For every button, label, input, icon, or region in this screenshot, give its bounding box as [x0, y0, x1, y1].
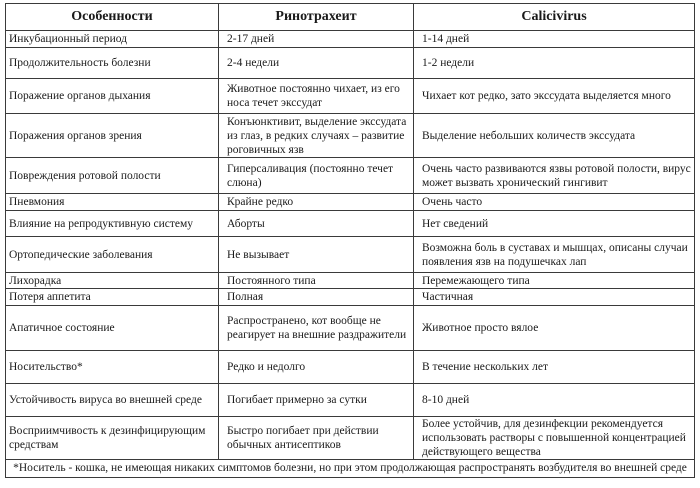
- calicivirus-cell: 1-14 дней: [414, 31, 695, 48]
- table-row: [6, 194, 695, 211]
- feature-cell: Инкубационный период: [6, 31, 219, 48]
- rhinotracheitis-cell: Не вызывает: [219, 237, 414, 273]
- calicivirus-cell: В течение нескольких лет: [414, 351, 695, 384]
- footnote: *Носитель - кошка, не имеющая никаких симптомов болезни, но при этом продолжающая распространять возбудителя во внешней среде: [6, 460, 695, 478]
- rhinotracheitis-cell: Аборты: [219, 211, 414, 237]
- calicivirus-cell: Чихает кот редко, зато экссудата выделяется много: [414, 79, 695, 114]
- rhinotracheitis-cell: Животное постоянно чихает, из его носа течет экссудат: [219, 79, 414, 114]
- calicivirus-cell: Возможна боль в суставах и мышцах, описаны случаи появления язв на подушечках лап: [414, 237, 695, 273]
- rhinotracheitis-cell: Погибает примерно за сутки: [219, 384, 414, 417]
- header-calicivirus: Calicivirus: [414, 4, 695, 31]
- rhinotracheitis-cell: Полная: [219, 289, 414, 306]
- comparison-table: [5, 3, 695, 478]
- feature-cell: Устойчивость вируса во внешней среде: [6, 384, 219, 417]
- table-row: [6, 237, 695, 273]
- calicivirus-cell: Выделение небольших количеств экссудата: [414, 114, 695, 158]
- table-row: [6, 211, 695, 237]
- table-row: [6, 31, 695, 48]
- feature-cell: Лихорадка: [6, 273, 219, 289]
- feature-cell: Восприимчивость к дезинфицирующим средствам: [6, 417, 219, 460]
- table-row: [6, 417, 695, 460]
- rhinotracheitis-cell: Редко и недолго: [219, 351, 414, 384]
- feature-cell: Потеря аппетита: [6, 289, 219, 306]
- rhinotracheitis-cell: Быстро погибает при действии обычных антисептиков: [219, 417, 414, 460]
- calicivirus-cell: Частичная: [414, 289, 695, 306]
- feature-cell: Апатичное состояние: [6, 306, 219, 351]
- header-rhinotracheitis: Ринотрахеит: [219, 4, 414, 31]
- calicivirus-cell: 8-10 дней: [414, 384, 695, 417]
- table-row: [6, 306, 695, 351]
- calicivirus-cell: Очень часто развиваются язвы ротовой полости, вирус может вызвать хронический гингивит: [414, 158, 695, 194]
- rhinotracheitis-cell: Конъюнктивит, выделение экссудата из глаз, в редких случаях – развитие роговичных язв: [219, 114, 414, 158]
- table-row: [6, 158, 695, 194]
- feature-cell: Пневмония: [6, 194, 219, 211]
- rhinotracheitis-cell: Крайне редко: [219, 194, 414, 211]
- calicivirus-cell: 1-2 недели: [414, 48, 695, 79]
- table-row: [6, 384, 695, 417]
- footnote-row: [6, 460, 695, 478]
- feature-cell: Продолжительность болезни: [6, 48, 219, 79]
- table-row: [6, 48, 695, 79]
- rhinotracheitis-cell: 2-17 дней: [219, 31, 414, 48]
- calicivirus-cell: Более устойчив, для дезинфекции рекомендуется использовать растворы с повышенной концентрацией действующего вещества: [414, 417, 695, 460]
- table-row: [6, 273, 695, 289]
- table-row: [6, 79, 695, 114]
- calicivirus-cell: Очень часто: [414, 194, 695, 211]
- feature-cell: Поражения органов зрения: [6, 114, 219, 158]
- feature-cell: Ортопедические заболевания: [6, 237, 219, 273]
- table-row: [6, 114, 695, 158]
- feature-cell: Носительство*: [6, 351, 219, 384]
- table-row: [6, 351, 695, 384]
- rhinotracheitis-cell: Постоянного типа: [219, 273, 414, 289]
- rhinotracheitis-cell: Гиперсаливация (постоянно течет слюна): [219, 158, 414, 194]
- calicivirus-cell: Животное просто вялое: [414, 306, 695, 351]
- header-features: Особенности: [6, 4, 219, 31]
- calicivirus-cell: Перемежающего типа: [414, 273, 695, 289]
- rhinotracheitis-cell: 2-4 недели: [219, 48, 414, 79]
- feature-cell: Влияние на репродуктивную систему: [6, 211, 219, 237]
- feature-cell: Поражение органов дыхания: [6, 79, 219, 114]
- calicivirus-cell: Нет сведений: [414, 211, 695, 237]
- rhinotracheitis-cell: Распространено, кот вообще не реагирует на внешние раздражители: [219, 306, 414, 351]
- table-header-row: [6, 4, 695, 31]
- feature-cell: Повреждения ротовой полости: [6, 158, 219, 194]
- table-row: [6, 289, 695, 306]
